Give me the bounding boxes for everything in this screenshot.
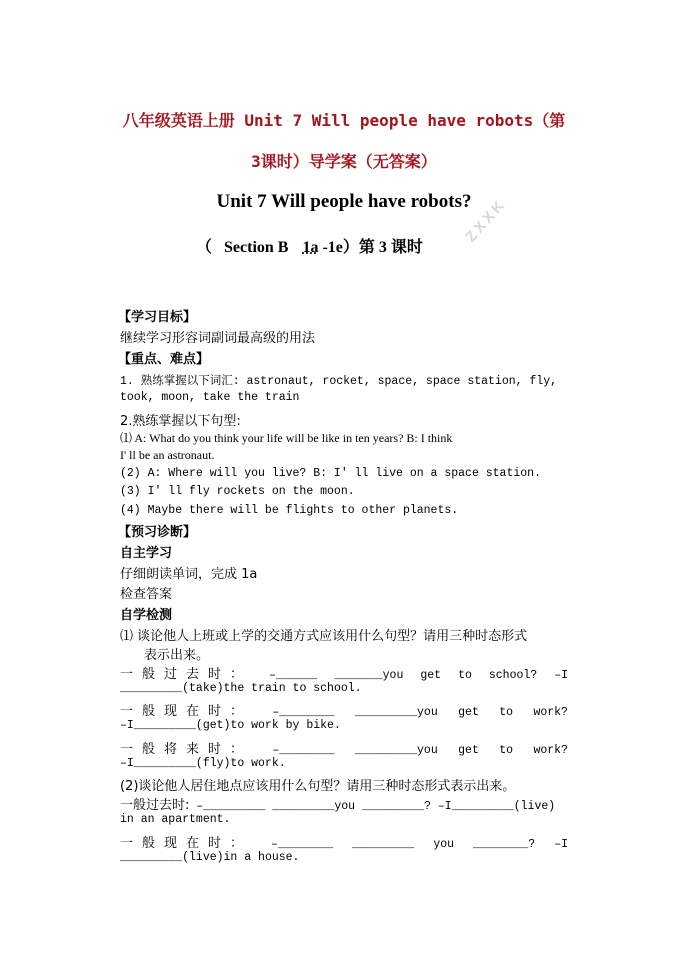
past-tense-label: 一般过去时：: [120, 667, 253, 682]
document-title-line-1: 八年级英语上册 Unit 7 Will people have robots（第: [122, 111, 566, 130]
pattern-3: (3) I' ll fly rockets on the moon.: [120, 485, 355, 498]
section-range-end: -1e: [318, 239, 343, 256]
goals-text: 继续学习形容词副词最高级的用法: [120, 331, 316, 346]
q2-past-line: –_________ _________you _________? –I_________(live): [196, 800, 556, 813]
past-tense-answer: _________(take)the train to school.: [120, 682, 362, 695]
preview-heading: 【预习诊断】: [118, 525, 197, 540]
pattern-1-line-1: ⑴ A: What do you think your life will be like in ten years? B: I think: [120, 431, 453, 445]
q2-present-label: 一般现在时：: [120, 836, 253, 851]
pattern-2: (2) A: Where will you live? B: I' ll live on a space station.: [120, 467, 541, 480]
unit-heading: Unit 7 Will people have robots?: [216, 191, 472, 212]
future-tense-answer: –I_________(fly)to work.: [120, 757, 286, 770]
section-heading: [196, 234, 423, 257]
question-1-line-1: ⑴ 谈论他人上班或上学的交通方式应该用什么句型？请用三种时态形式: [120, 629, 528, 644]
past-tense-row: 一般过去时： –______ _______you get to school? –I: [120, 663, 568, 682]
section-lesson: ）第 3 课时: [342, 239, 423, 256]
section-range-start: 1a: [302, 239, 319, 256]
document-title-line-2: 3课时）导学案（无答案）: [251, 152, 437, 171]
future-tense-row: 一般将来时： –________ _________you get to work?: [120, 738, 568, 757]
goals-heading: 【学习目标】: [118, 310, 197, 325]
q2-past-label: 一般过去时:: [120, 798, 190, 813]
self-test-heading: 自学检测: [120, 608, 173, 623]
check-answers: 检查答案: [120, 587, 173, 602]
present-tense-tail: (get)to work by bike.: [195, 719, 341, 732]
sentence-patterns-label: 2.熟练掌握以下句型:: [120, 414, 241, 429]
section-name: Section B: [224, 239, 289, 256]
present-tense-row: 一般现在时： –________ _________you get to work?: [120, 700, 568, 719]
vocab-line-1: 1. 熟练掌握以下词汇: astronaut, rocket, space, space station, fly,: [120, 375, 558, 388]
key-points-heading: 【重点、难点】: [118, 352, 210, 367]
self-study-heading: 自主学习: [120, 546, 173, 561]
section-open-paren: （: [196, 239, 213, 256]
watermark-logo: ZXXK: [462, 195, 510, 246]
pattern-1-line-2: I' ll be an astronaut.: [120, 448, 215, 462]
q2-present-answer: _________(live)in a house.: [120, 851, 300, 864]
read-words-instruction: 仔细朗读单词，完成 1a: [120, 567, 258, 582]
present-tense-label: 一般现在时：: [120, 704, 253, 719]
q2-present-tail: (live)in a house.: [182, 851, 300, 864]
future-tense-label: 一般将来时：: [120, 742, 253, 757]
present-tense-answer: –I_________(get)to work by bike.: [120, 719, 341, 732]
q2-past-row: [120, 794, 555, 813]
future-tense-tail: (fly)to work.: [195, 757, 286, 770]
vocab-line-2: took, moon, take the train: [120, 391, 300, 404]
question-2: (2)谈论他人居住地点应该用什么句型？请用三种时态形式表示出来。: [120, 779, 516, 794]
pattern-4: (4) Maybe there will be flights to other planets.: [120, 504, 459, 517]
q2-past-tail: in an apartment.: [120, 813, 231, 826]
past-tense-tail: (take)the train to school.: [182, 682, 362, 695]
question-1-line-2: 表示出来。: [144, 648, 210, 663]
q2-present-row: 一般现在时： –________ _________ you ________? –I: [120, 832, 568, 851]
